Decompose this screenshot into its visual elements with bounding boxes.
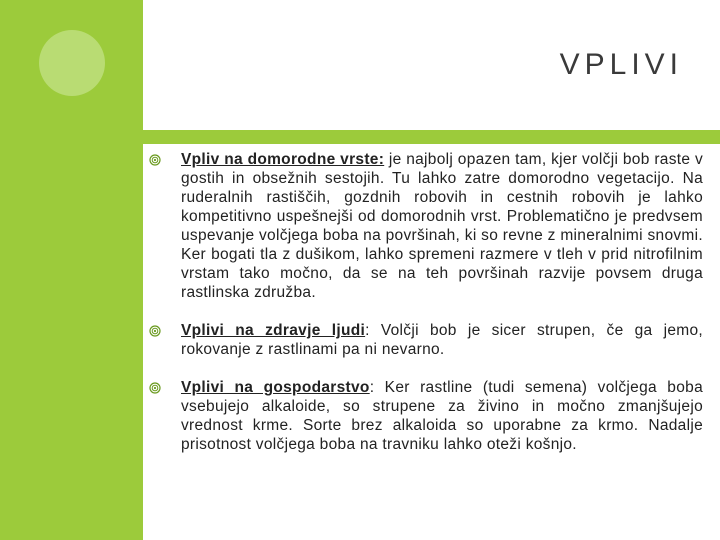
bullet-body: : Ker rastline (tudi semena) volčjega boba vsebujejo alkaloide, so strupene za živino in močno zmanjšujejo vrednost krme. Sorte brez alkaloida so uporabne za krmo. Nadalje prisotnost volčjega boba na travniku lahko oteži košnjo. [181, 379, 703, 453]
bullet-text [181, 150, 703, 302]
slide-title: VPLIVI [559, 48, 683, 81]
bullet-item [143, 150, 703, 302]
bullet-term: Vplivi na gospodarstvo [181, 379, 370, 396]
bullet-text [181, 321, 703, 359]
bullet-list [143, 150, 703, 473]
bullet-text [181, 378, 703, 454]
bullet-body: je najbolj opazen tam, kjer volčji bob raste v gostih in obsežnih sestojih. Tu lahko zatre domorodno vegetacijo. Na ruderalnih rastiščih, gozdnih robovih in cestnih robovih je lahko kompetitivno uspešnejši od domorodnih vrst. Problematično je predvsem uspevanje volčjega boba na površinah, ki so revne z mineralnimi snovmi. Ker bogati tla z dušikom, lahko spremeni razmere v tleh v prid nitrofilnim vrstam tako močno, da se na teh površinah razvije povsem druga rastlinska združba. [181, 151, 703, 301]
target-bullet-icon [149, 325, 161, 337]
header-divider [143, 130, 720, 144]
decorative-circle-icon [39, 30, 105, 96]
bullet-term: Vplivi na zdravje ljudi [181, 322, 366, 339]
bullet-item [143, 321, 703, 359]
target-bullet-icon [149, 382, 161, 394]
target-bullet-icon [149, 154, 161, 166]
bullet-body: : Volčji bob je sicer strupen, če ga jemo, rokovanje z rastlinami pa ni nevarno. [181, 322, 704, 358]
bullet-term: Vpliv na domorodne vrste: [181, 151, 385, 168]
bullet-item [143, 378, 703, 454]
